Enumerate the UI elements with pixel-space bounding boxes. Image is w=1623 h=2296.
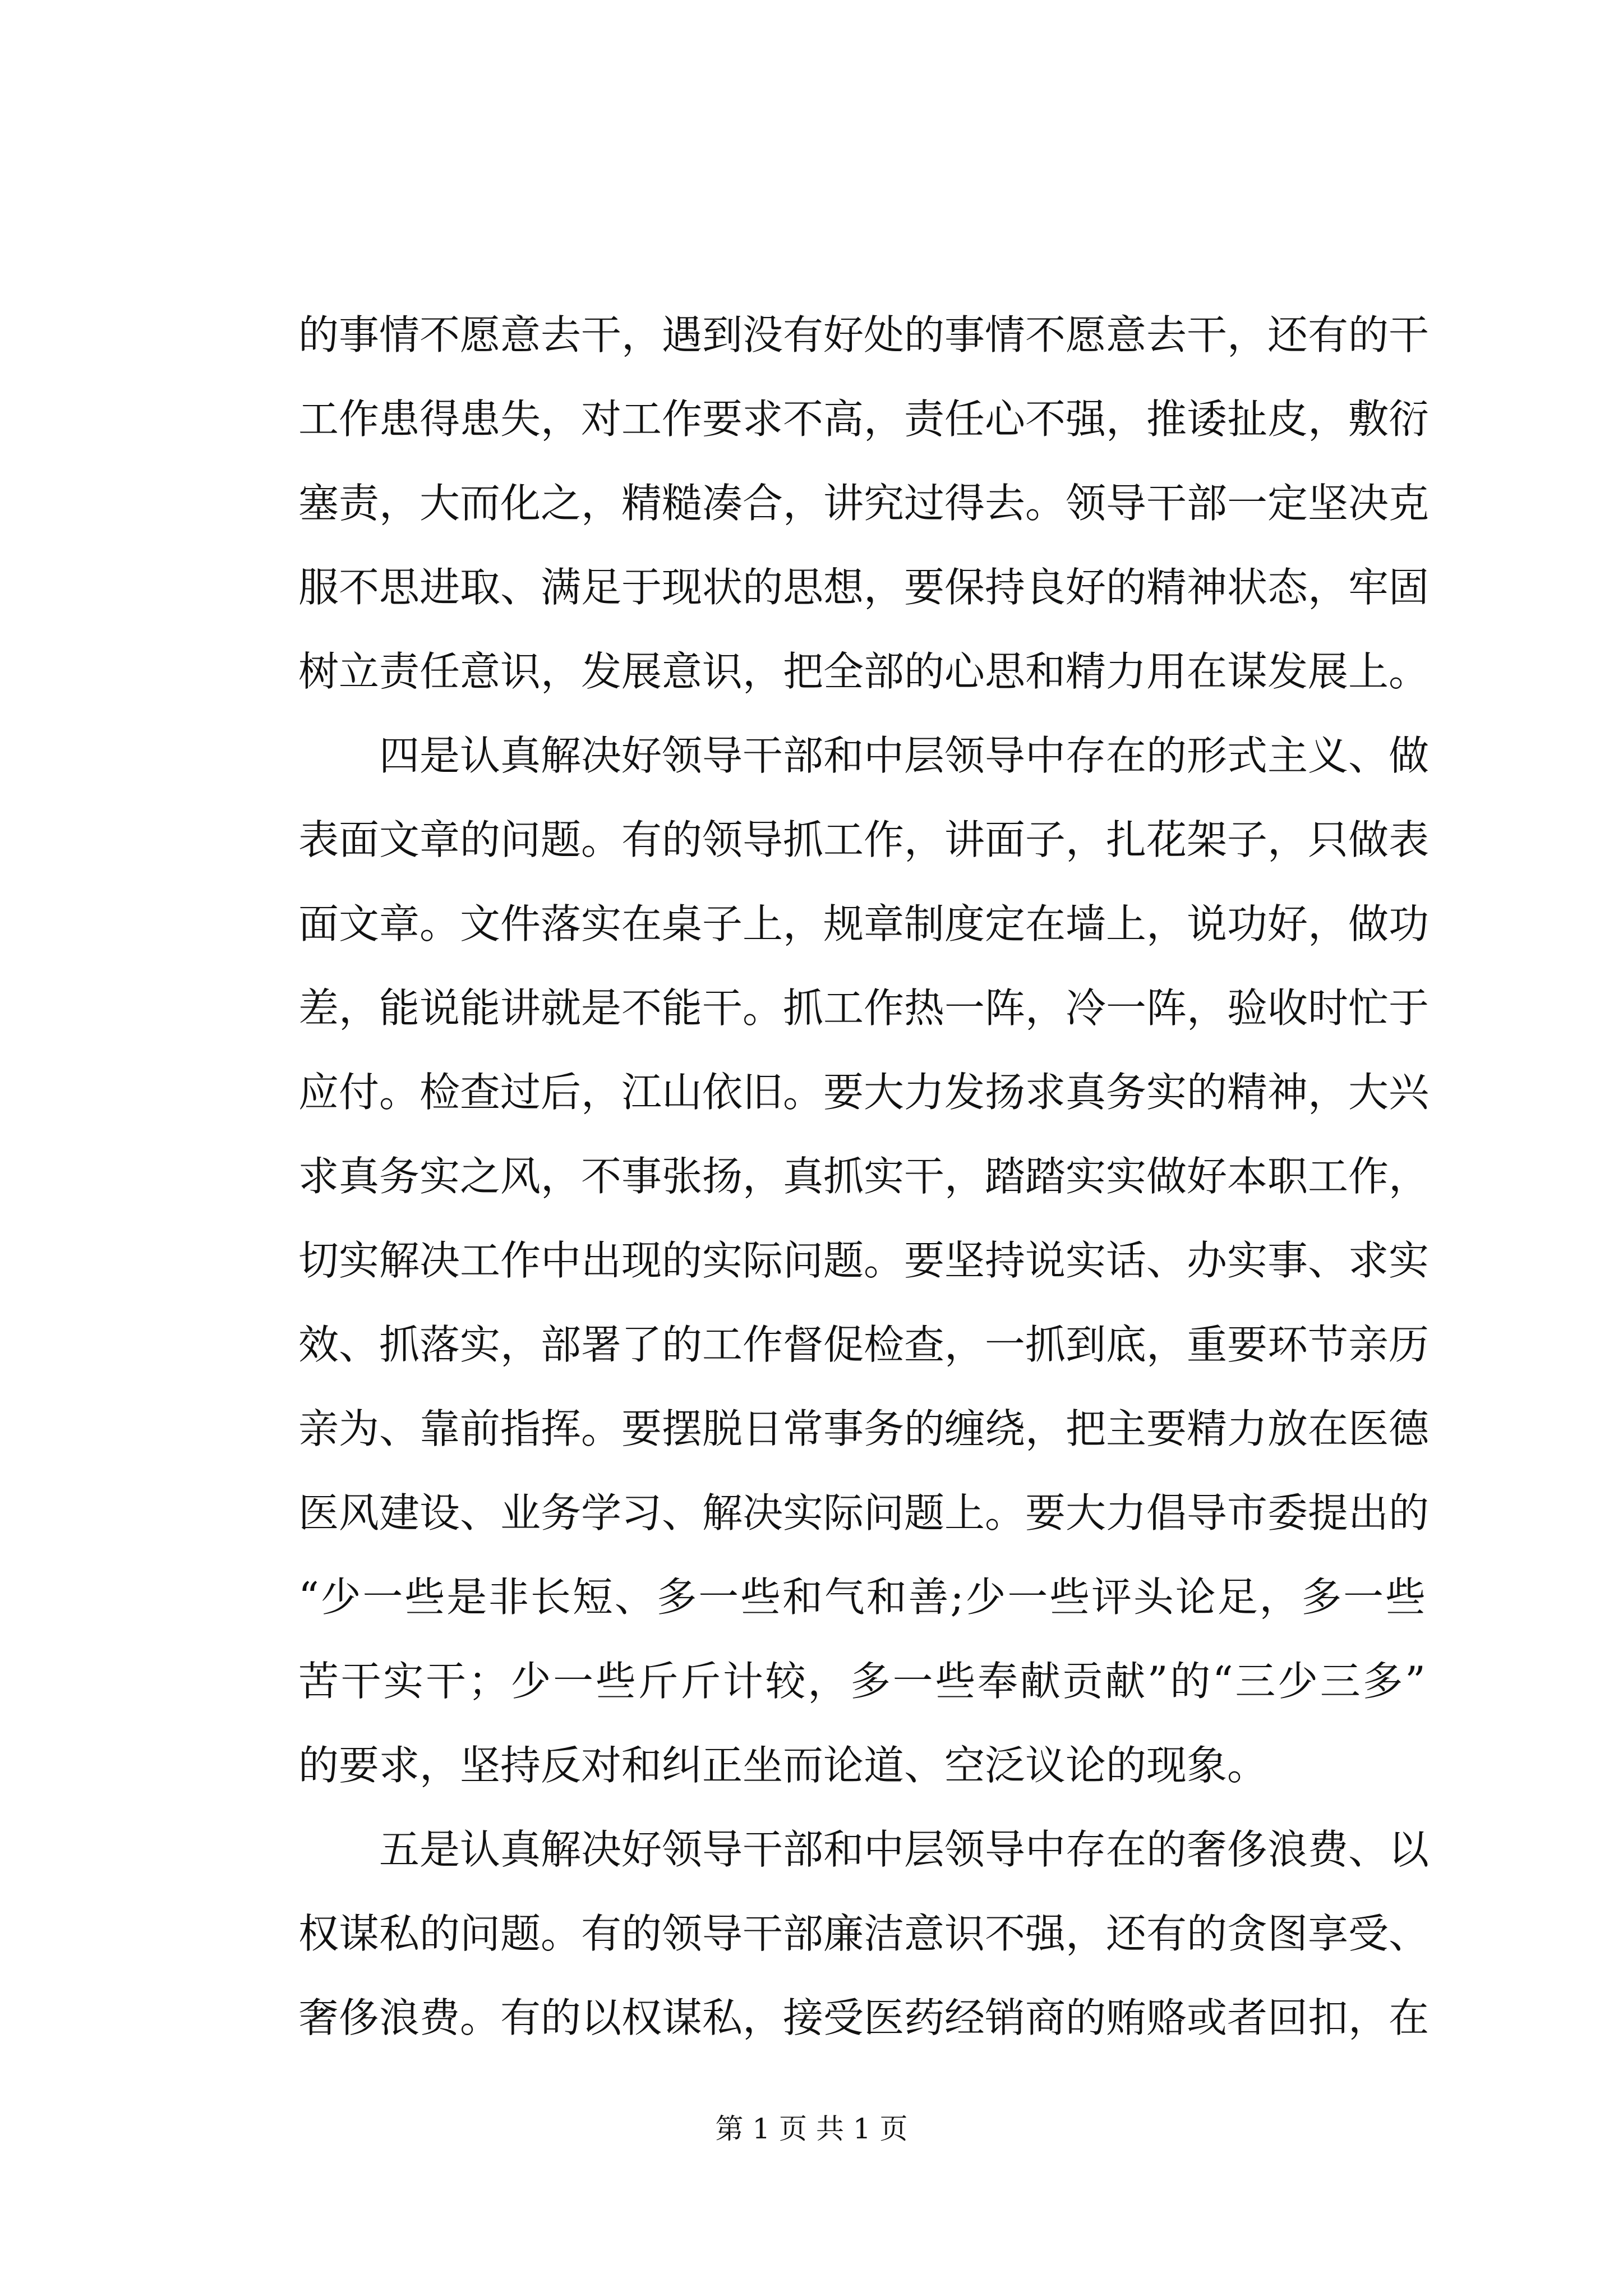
- text-line: 服不思进取、满足于现状的思想，要保持良好的精神状态，牢固: [298, 564, 1430, 611]
- text-line: 表面文章的问题。有的领导抓工作，讲面子，扎花架子，只做表: [298, 816, 1430, 863]
- text-line: 奢侈浪费。有的以权谋私，接受医药经销商的贿赂或者回扣，在: [298, 1994, 1430, 2041]
- paragraph-start-line: 四是认真解决好领导干部和中层领导中存在的形式主义、做: [379, 732, 1430, 779]
- text-line: 应付。检查过后，江山依旧。要大力发扬求真务实的精神，大兴: [298, 1069, 1430, 1116]
- text-line: 权谋私的问题。有的领导干部廉洁意识不强，还有的贪图享受、: [298, 1910, 1430, 1957]
- text-line: 切实解决工作中出现的实际问题。要坚持说实话、办实事、求实: [298, 1237, 1430, 1284]
- text-line: 面文章。文件落实在桌子上，规章制度定在墙上，说功好，做功: [298, 900, 1430, 947]
- paragraph-start-line: 五是认真解决好领导干部和中层领导中存在的奢侈浪费、以: [379, 1826, 1430, 1873]
- text-line: 求真务实之风，不事张扬，真抓实干，踏踏实实做好本职工作，: [298, 1153, 1430, 1200]
- text-line: 医风建设、业务学习、解决实际问题上。要大力倡导市委提出的: [298, 1489, 1430, 1536]
- text-line: 塞责，大而化之，精糙凑合，讲究过得去。领导干部一定坚决克: [298, 480, 1430, 527]
- document-body: [298, 293, 1430, 2060]
- text-line: 树立责任意识，发展意识，把全部的心思和精力用在谋发展上。: [298, 648, 1430, 695]
- text-line: 效、抓落实，部署了的工作督促检查，一抓到底，重要环节亲历: [298, 1321, 1430, 1368]
- text-line: 差，能说能讲就是不能干。抓工作热一阵，冷一阵，验收时忙于: [298, 984, 1430, 1032]
- page-footer: 第 1 页 共 1 页: [715, 2113, 908, 2145]
- text-line: 的要求，坚持反对和纠正坐而论道、空泛议论的现象。: [298, 1742, 1268, 1789]
- text-line: 苦干实干；少一些斤斤计较，多一些奉献贡献”的“三少三多”: [298, 1658, 1426, 1705]
- text-line: 的事情不愿意去干，遇到没有好处的事情不愿意去干，还有的干: [298, 311, 1430, 358]
- text-line: 工作患得患失，对工作要求不高，责任心不强，推诿扯皮，敷衍: [298, 395, 1430, 443]
- text-line: “少一些是非长短、多一些和气和善;少一些评头论足，多一些: [298, 1573, 1426, 1621]
- text-line: 亲为、靠前指挥。要摆脱日常事务的缠绕，把主要精力放在医德: [298, 1405, 1430, 1452]
